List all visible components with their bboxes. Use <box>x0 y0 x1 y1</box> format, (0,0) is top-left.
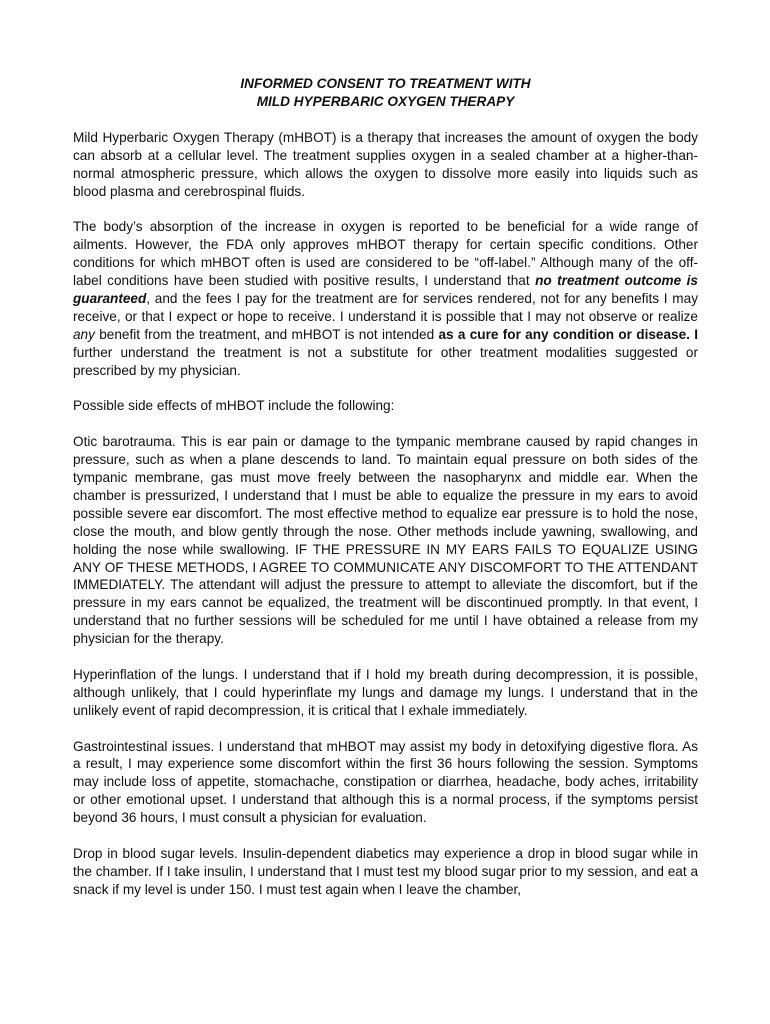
title-line-1: INFORMED CONSENT TO TREATMENT WITH <box>240 76 531 91</box>
gastrointestinal-paragraph: Gastrointestinal issues. I understand that mHBOT may assist my body in detoxifying digestive flora. As a result, I may experience some discomfort within the first 36 hours following the session. Symptoms may include loss of appetite, stomachache, constipation or diarrhea, headache, body aches, irritability or other emotional upset. I understand that although this is a normal process, if the symptoms persist beyond 36 hours, I must consult a physician for evaluation. <box>73 738 698 826</box>
otic-barotrauma-paragraph: Otic barotrauma. This is ear pain or damage to the tympanic membrane caused by rapid changes in pressure, such as when a plane descends to land. To maintain equal pressure on both sides of the tympanic membrane, gas must move freely between the nasopharynx and middle ear. When the chamber is pressurized, I understand that I must be able to equalize the pressure in my ears to avoid possible severe ear discomfort. The most effective method to equalize ear pressure is to hold the nose, close the mouth, and blow gently through the nose. Other methods include yawning, swallowing, and holding the nose while swallowing. IF THE PRESSURE IN MY EARS FAILS TO EQUALIZE USING ANY OF THESE METHODS, I AGREE TO COMMUNICATE ANY DISCOMFORT TO THE ATTENDANT IMMEDIATELY. The attendant will adjust the pressure to attempt to alleviate the discomfort, but if the pressure in my ears cannot be equalized, the treatment will be discontinued promptly. In that event, I understand that no further sessions will be scheduled for me until I have obtained a release from my physician for the therapy. <box>73 434 698 647</box>
absorption-text-3: benefit from the treatment, and mHBOT is not intended <box>94 326 439 342</box>
absorption-text-2: , and the fees I pay for the treatment are for services rendered, not for any benefits I may receive, or that I expect or hope to receive. I understand it is possible that I may not observe or realize <box>73 290 698 324</box>
blood-sugar-paragraph: Drop in blood sugar levels. Insulin-dependent diabetics may experience a drop in blood sugar while in the chamber. If I take insulin, I understand that I must test my blood sugar prior to my session, and eat a snack if my level is under 150. I must test again when I leave the chamber, <box>73 845 698 897</box>
absorption-emphasis-guarantee: no treatment outcome is guaranteed <box>73 273 698 306</box>
intro-paragraph: Mild Hyperbaric Oxygen Therapy (mHBOT) is a therapy that increases the amount of oxygen the body can absorb at a cellular level. The treatment supplies oxygen in a sealed chamber at a higher-than-normal atmospheric pressure, which allows the oxygen to dissolve more easily into liquids such as blood plasma and cerebrospinal fluids. <box>73 129 698 199</box>
absorption-text-1: The body’s absorption of the increase in oxygen is reported to be beneficial for a wide range of ailments. However, the FDA only approves mHBOT therapy for certain specific conditions. Other conditions for which mHBOT often is used are considered to be “off-label.” Although many of the off-label conditions have been studied with positive results, I understand that <box>73 219 698 289</box>
title-line-2: MILD HYPERBARIC OXYGEN THERAPY <box>256 93 515 109</box>
document-title <box>73 75 698 111</box>
absorption-emphasis-any: any <box>73 326 95 342</box>
hyperinflation-paragraph: Hyperinflation of the lungs. I understand that if I hold my breath during decompression, it is possible, although unlikely, that I could hyperinflate my lungs and damage my lungs. I understand that in the unlikely event of rapid decompression, it is critical that I exhale immediately. <box>73 666 698 718</box>
absorption-text-4: further understand the treatment is not a substitute for other treatment modalities suggested or prescribed by my physician. <box>73 344 698 378</box>
absorption-paragraph <box>73 218 698 379</box>
side-effects-heading: Possible side effects of mHBOT include the following: <box>73 398 395 414</box>
document-page <box>73 75 698 917</box>
absorption-emphasis-cure: as a cure for any condition or disease. I <box>438 326 699 342</box>
